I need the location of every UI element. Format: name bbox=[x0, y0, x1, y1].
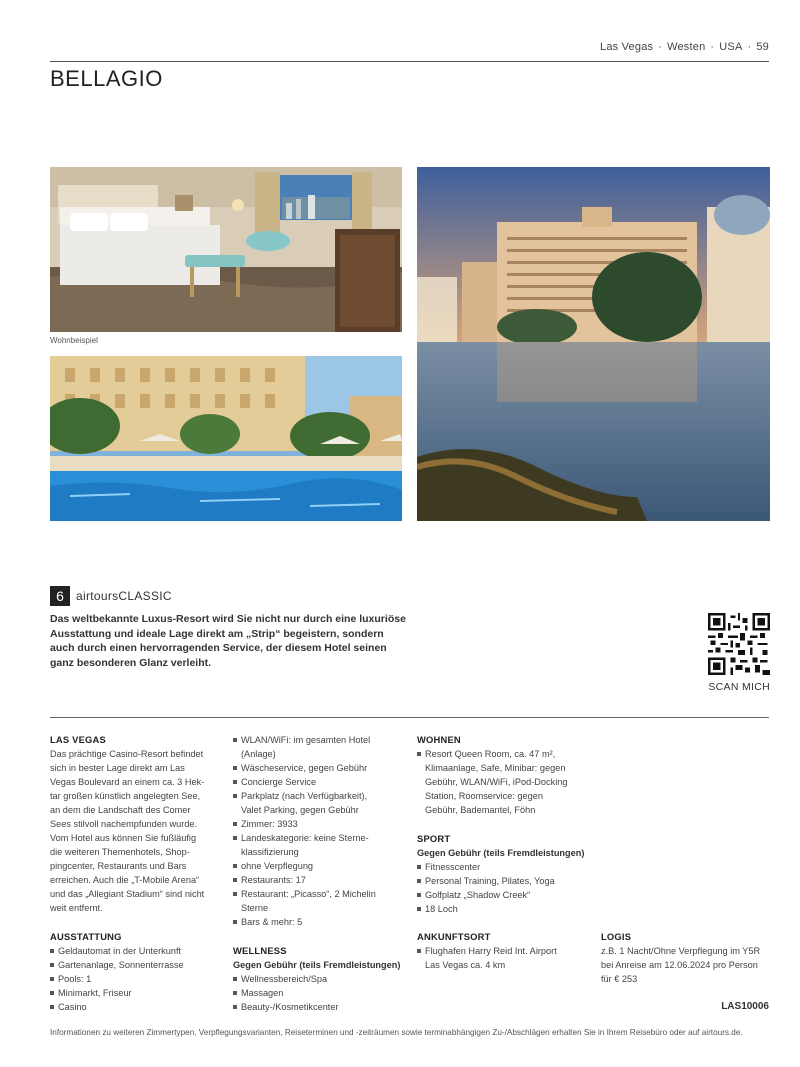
text-line: Das prächtige Casino-Resort befindet bbox=[50, 749, 204, 759]
sport-section bbox=[417, 832, 597, 916]
text-line: pingcenter, Restaurants und Bars bbox=[50, 861, 187, 871]
amenities-section bbox=[50, 930, 222, 1014]
item-line: Resort Queen Room, ca. 47 m², bbox=[425, 749, 556, 759]
arrival-heading: ANKUNFTSORT bbox=[417, 931, 491, 942]
lodging-section bbox=[601, 930, 776, 986]
footer-note: Informationen zu weiteren Zimmertypen, Verpflegungsvarianten, Reiseterminen und -zeiträumen sowie terminabhängigen Zu-/Abschlägen erhalten Sie in Ihrem Reisebüro oder auf airtours.de. bbox=[50, 1028, 743, 1037]
category-number: 6 bbox=[50, 586, 70, 606]
list-item: Personal Training, Pilates, Yoga bbox=[417, 874, 597, 888]
list-item: Geldautomat in der Unterkunft bbox=[50, 944, 222, 958]
breadcrumb: Las Vegas · Westen · USA · 59 bbox=[600, 41, 769, 53]
list-item: Beauty-/Kosmetikcenter bbox=[233, 1000, 413, 1014]
item-line: Landeskategorie: keine Sterne- bbox=[241, 833, 369, 843]
list-item: Fitnesscenter bbox=[417, 860, 597, 874]
living-section bbox=[417, 733, 592, 817]
photo-caption: Wohnbeispiel bbox=[50, 336, 98, 345]
item-line: (Anlage) bbox=[241, 749, 276, 759]
intro-line: ganz besonderen Glanz verleiht. bbox=[50, 656, 212, 669]
pool-photo bbox=[50, 356, 402, 521]
text-line: sich in bester Lage direkt am Las bbox=[50, 763, 185, 773]
breadcrumb-city: Las Vegas bbox=[600, 41, 654, 53]
item-line: klassifizierung bbox=[241, 847, 299, 857]
list-item: Bars & mehr: 5 bbox=[233, 915, 408, 929]
item-line: Parkplatz (nach Verfügbarkeit), bbox=[241, 791, 368, 801]
living-list bbox=[417, 747, 592, 817]
list-item: Minimarkt, Friseur bbox=[50, 986, 222, 1000]
amenities-continued-list bbox=[233, 733, 408, 929]
qr-code[interactable] bbox=[708, 613, 770, 675]
list-item bbox=[233, 831, 408, 859]
breadcrumb-region: Westen bbox=[667, 41, 706, 53]
list-item bbox=[417, 944, 592, 972]
text-line: die weiteren Themenhotels, Shop- bbox=[50, 847, 190, 857]
breadcrumb-country: USA bbox=[719, 41, 743, 53]
intro-text bbox=[50, 612, 420, 670]
item-line: Restaurant: „Picasso“, 2 Michelin bbox=[241, 889, 376, 899]
sport-subheading: Gegen Gebühr (teils Fremdleistungen) bbox=[417, 848, 585, 858]
wellness-section bbox=[233, 944, 413, 1014]
text-line: weit entfernt. bbox=[50, 903, 103, 913]
list-item: Massagen bbox=[233, 986, 413, 1000]
text-line: tar großen künstlich angelegten See, bbox=[50, 791, 201, 801]
location-section bbox=[50, 733, 222, 915]
list-item: 18 Loch bbox=[417, 902, 597, 916]
page-header bbox=[50, 38, 769, 62]
item-line: Gebühr, Bademantel, Föhn bbox=[425, 805, 536, 815]
list-item bbox=[233, 887, 408, 915]
list-item bbox=[233, 733, 408, 761]
text-line: und das „Allegiant Stadium“ sind nicht bbox=[50, 889, 205, 899]
page-number: 59 bbox=[756, 41, 769, 53]
hotel-exterior-photo bbox=[417, 167, 770, 521]
wellness-list bbox=[233, 972, 413, 1014]
arrival-section bbox=[417, 930, 592, 972]
list-item: Golfplatz „Shadow Creek“ bbox=[417, 888, 597, 902]
location-text bbox=[50, 747, 222, 915]
room-photo bbox=[50, 167, 402, 332]
text-line: Vom Hotel aus können Sie fußläufig bbox=[50, 833, 197, 843]
living-heading: WOHNEN bbox=[417, 734, 461, 745]
qr-label: SCAN MICH bbox=[708, 681, 770, 693]
amenities-list bbox=[50, 944, 222, 1014]
item-line: Klimaanlage, Safe, Minibar: gegen bbox=[425, 763, 566, 773]
offer-code: LAS10006 bbox=[721, 1001, 769, 1012]
page-title: BELLAGIO bbox=[50, 66, 163, 91]
item-line: Station, Roomservice: gegen bbox=[425, 791, 543, 801]
location-heading: LAS VEGAS bbox=[50, 734, 106, 745]
item-line: Gebühr, WLAN/WiFi, iPod-Docking bbox=[425, 777, 568, 787]
text-line: erreichen. Auch die „T-Mobile Arena“ bbox=[50, 875, 200, 885]
item-line: Flughafen Harry Reid Int. Airport bbox=[425, 946, 557, 956]
wellness-subheading: Gegen Gebühr (teils Fremdleistungen) bbox=[233, 960, 401, 970]
list-item: ohne Verpflegung bbox=[233, 859, 408, 873]
sport-heading: SPORT bbox=[417, 833, 451, 844]
list-item: Gartenanlage, Sonnenterrasse bbox=[50, 958, 222, 972]
list-item: Restaurants: 17 bbox=[233, 873, 408, 887]
wellness-heading: WELLNESS bbox=[233, 945, 287, 956]
text-line: z.B. 1 Nacht/Ohne Verpflegung im Y5R bbox=[601, 946, 761, 956]
text-line: Vegas Boulevard an einem ca. 3 Hek- bbox=[50, 777, 205, 787]
list-item: Casino bbox=[50, 1000, 222, 1014]
sport-list bbox=[417, 860, 597, 916]
text-line: an dem die Landschaft des Comer bbox=[50, 805, 191, 815]
list-item: Wäscheservice, gegen Gebühr bbox=[233, 761, 408, 775]
list-item: Concierge Service bbox=[233, 775, 408, 789]
text-line: Sees stilvoll nachempfunden wurde. bbox=[50, 819, 198, 829]
list-item: Wellnessbereich/Spa bbox=[233, 972, 413, 986]
item-line: Valet Parking, gegen Gebühr bbox=[241, 805, 359, 815]
text-line: für € 253 bbox=[601, 974, 638, 984]
list-item: Pools: 1 bbox=[50, 972, 222, 986]
list-item bbox=[233, 789, 408, 817]
lodging-heading: LOGIS bbox=[601, 931, 632, 942]
section-divider bbox=[50, 717, 769, 718]
item-line: WLAN/WiFi: im gesamten Hotel bbox=[241, 735, 371, 745]
amenities-continued-section bbox=[233, 733, 408, 929]
item-line: Las Vegas ca. 4 km bbox=[425, 960, 506, 970]
list-item: Zimmer: 3933 bbox=[233, 817, 408, 831]
amenities-heading: AUSSTATTUNG bbox=[50, 931, 122, 942]
list-item bbox=[417, 747, 592, 817]
intro-line: auch durch einen hervorragenden Service, der diesem Hotel seinen bbox=[50, 642, 387, 654]
text-line: bei Anreise am 12.06.2024 pro Person bbox=[601, 960, 758, 970]
intro-line: Das weltbekannte Luxus-Resort wird Sie nicht nur durch eine luxuriöse bbox=[50, 613, 406, 625]
intro-line: Ausstattung und ideale Lage direkt am „Strip“ begeistern, sondern bbox=[50, 627, 384, 640]
item-line: Sterne bbox=[241, 903, 269, 913]
category-label: airtoursCLASSIC bbox=[76, 589, 172, 603]
arrival-list bbox=[417, 944, 592, 972]
category-badge bbox=[50, 586, 172, 606]
